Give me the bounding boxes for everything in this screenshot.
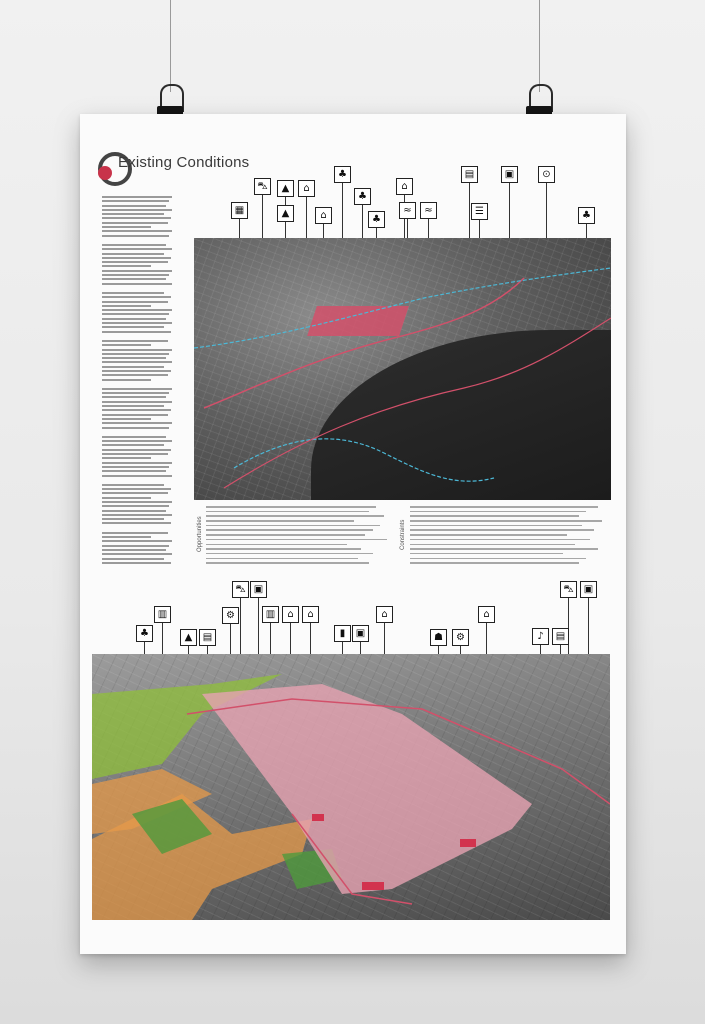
bus-icon: ▣ [352,625,369,642]
tree-icon: ♣ [334,166,351,183]
car-icon: ⛍ [560,581,577,598]
tree-icon: ♣ [578,207,595,224]
description-text-column [102,196,172,526]
bus-icon: ▣ [501,166,518,183]
train-icon: ▤ [199,629,216,646]
poster [80,114,626,954]
apartment-icon: ▥ [154,606,171,623]
constraints-label: Constraints [400,519,406,550]
school-icon: ▲ [277,180,294,197]
hanging-string-left [170,0,171,92]
swim-icon: ≈ [399,202,416,219]
gear-icon: ⚙ [452,629,469,646]
train-icon: ▤ [552,628,569,645]
building-icon: ▦ [231,202,248,219]
opportunities-label: Opportunities [197,516,203,552]
landmark-icon: ⌂ [376,606,393,623]
landmark-icon: ⌂ [302,606,319,623]
opportunities-list [206,506,391,567]
school-icon: ▲ [277,205,294,222]
constraints-list [410,506,606,567]
bus-icon: ▣ [580,581,597,598]
tree-icon: ♣ [136,625,153,642]
opportunities-constraints-section [194,506,611,570]
boundary-lines [194,238,611,500]
school-icon: ▲ [180,629,197,646]
neighbourhood-aerial-map [194,238,611,500]
tree-icon: ♣ [368,211,385,228]
landmark-icon: ⌂ [478,606,495,623]
factory-icon: ☗ [430,629,447,646]
bus-icon: ▣ [250,581,267,598]
car-icon: ⛍ [254,178,271,195]
site-zones [92,654,610,920]
house-icon: ⌂ [282,606,299,623]
hanging-string-right [539,0,540,92]
apartment-icon: ▥ [262,606,279,623]
car-icon: ⛍ [232,581,249,598]
gear-icon: ⚙ [222,607,239,624]
poster-title: Existing Conditions [118,154,250,171]
swim-icon: ≈ [420,202,437,219]
tree-icon: ♣ [354,188,371,205]
bicycle-icon: ⊙ [538,166,555,183]
site-aerial-map [92,654,610,920]
landmark-icon: ⌂ [298,180,315,197]
fuel-icon: ▮ [334,625,351,642]
shopping-cart-icon: ☰ [471,203,488,220]
landmark-icon: ⌂ [315,207,332,224]
noise-icon: ♪ [532,628,549,645]
train-icon: ▤ [461,166,478,183]
landmark-icon: ⌂ [396,178,413,195]
